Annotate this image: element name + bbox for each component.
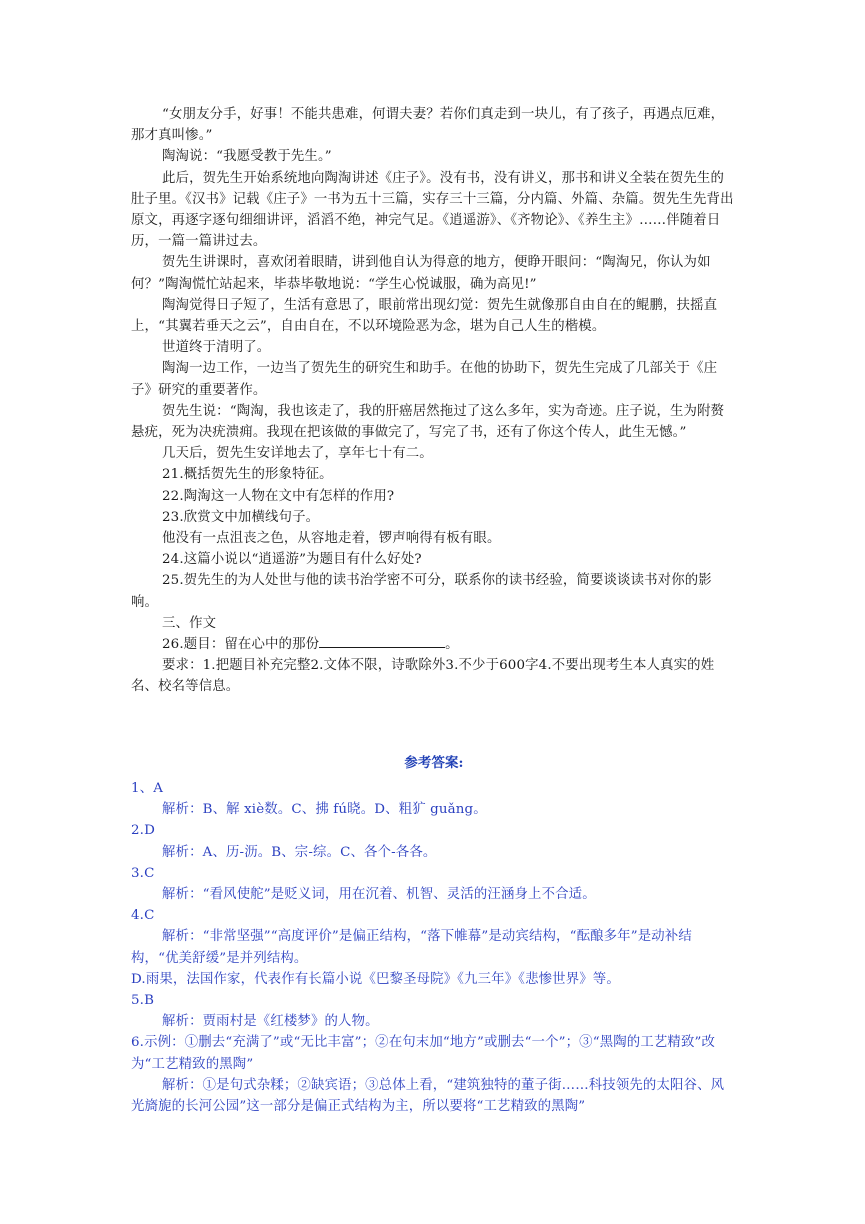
answer-line: 3.C: [131, 865, 155, 881]
answer-line: 解析：“非常坚强”“高度评价”是偏正结构，“落下帷幕”是动宾结构，“酝酿多年”是动补结构，“优美舒缓”是并列结构。: [131, 929, 692, 966]
story-paragraph: 22.陶淘这一人物在文中有怎样的作用?: [162, 488, 395, 504]
story-paragraph: 此后，贺先生开始系统地向陶淘讲述《庄子》。没有书，没有讲义，那书和讲义全装在贺先生的肚子里。《汉书》记载《庄子》一书为五十三篇，实存三十三篇，分内篇、外篇、杂篇。贺先生先背出原文，再逐字逐句细细讲评，滔滔不绝，神完气足。《逍遥游》、《齐物论》、《养生主》……伴随着日历，一篇一篇讲过去。: [131, 170, 734, 250]
fill-in-blank: [319, 634, 445, 648]
essay-prompt: [131, 634, 737, 655]
story-paragraph: 23.欣赏文中加横线句子。: [162, 509, 320, 525]
story-paragraph: 24.这篇小说以“逍遥游”为题目有什么好处?: [162, 552, 422, 568]
essay-prompt-text: 26.题目：留在心中的那份: [162, 637, 320, 653]
section-spacer: [131, 698, 737, 753]
answer-line: 解析：B、解 xiè数。C、拂 fú晓。D、粗犷 guǎng。: [162, 802, 487, 818]
essay-requirements: 要求：1.把题目补充完整2.文体不限，诗歌除外3.不少于600字4.不要出现考生本人真实的姓名、校名等信息。: [131, 658, 715, 695]
story-paragraph: 世道终于清明了。: [162, 340, 271, 356]
answer-line: D.雨果，法国作家，代表作有长篇小说《巴黎圣母院》《九三年》《悲惨世界》等。: [131, 971, 620, 987]
story-paragraph: 几天后，贺先生安详地去了，享年七十有二。: [162, 446, 433, 462]
answers-title: 参考答案:: [404, 754, 464, 771]
story-section: [131, 104, 737, 634]
story-paragraph: 贺先生讲课时，喜欢闭着眼睛，讲到他自认为得意的地方，便睁开眼问：“陶淘兄，你认为如何？”陶淘慌忙站起来，毕恭毕敬地说：“学生心悦诚服，确为高见!”: [131, 255, 711, 292]
story-paragraph: 陶淘觉得日子短了，生活有意思了，眼前常出现幻觉：贺先生就像那自由自在的鲲鹏，扶摇直上，“其翼若垂天之云”，自由自在，不以环境险恶为念，堪为自己人生的楷模。: [131, 297, 718, 335]
essay-prompt-end: 。: [445, 637, 459, 653]
story-paragraph: 他没有一点沮丧之色，从容地走着，锣声响得有板有眼。: [162, 531, 501, 547]
answer-line: 4.C: [131, 908, 155, 924]
answer-line: 解析：A、历-沥。B、宗-综。C、各个-各各。: [162, 844, 437, 860]
answer-line: 6.示例：①删去“充满了”或“无比丰富”；②在句末加“地方”或删去“一个”；③“黑陶的工艺精致”改为“工艺精致的黑陶”: [131, 1035, 716, 1072]
story-paragraph: 21.概括贺先生的形象特征。: [162, 467, 333, 483]
answer-line: 1、A: [131, 780, 164, 796]
story-paragraph: 陶淘一边工作，一边当了贺先生的研究生和助手。在他的协助下，贺先生完成了几部关于《庄子》研究的重要著作。: [131, 361, 718, 398]
story-paragraph: 25.贺先生的为人处世与他的读书治学密不可分，联系你的读书经验，简要谈谈读书对你的影响。: [131, 573, 712, 610]
answer-line: 解析：贾雨村是《红楼梦》的人物。: [162, 1014, 379, 1030]
story-paragraph: 陶淘说：“我愿受教于先生。”: [162, 149, 332, 165]
answer-line: 5.B: [131, 992, 155, 1008]
answer-line: 解析：①是句式杂糅；②缺宾语；③总体上看，“建筑独特的董子街……科技领先的太阳谷、风光旖旎的长河公园”这一部分是偏正式结构为主，所以要将“工艺精致的黑陶”: [131, 1077, 725, 1114]
answer-line: 2.D: [131, 823, 155, 839]
story-paragraph: 贺先生说：“陶淘，我也该走了，我的肝癌居然拖过了这么多年，实为奇迹。庄子说，生为附赘悬疣，死为决疣溃痈。我现在把该做的事做完了，写完了书，还有了你这个传人，此生无憾。”: [131, 403, 725, 441]
story-paragraph: 三、作文: [162, 615, 217, 631]
answer-line: 解析：“看风使舵”是贬义词，用在沉着、机智、灵活的汪涵身上不合适。: [162, 886, 596, 902]
answers-section: [131, 778, 737, 1117]
document-content: [131, 104, 737, 1117]
story-paragraph: “女朋友分手，好事！不能共患难，何谓夫妻？若你们真走到一块儿，有了孩子，再遇点厄难，那才真叫惨。”: [131, 107, 725, 144]
